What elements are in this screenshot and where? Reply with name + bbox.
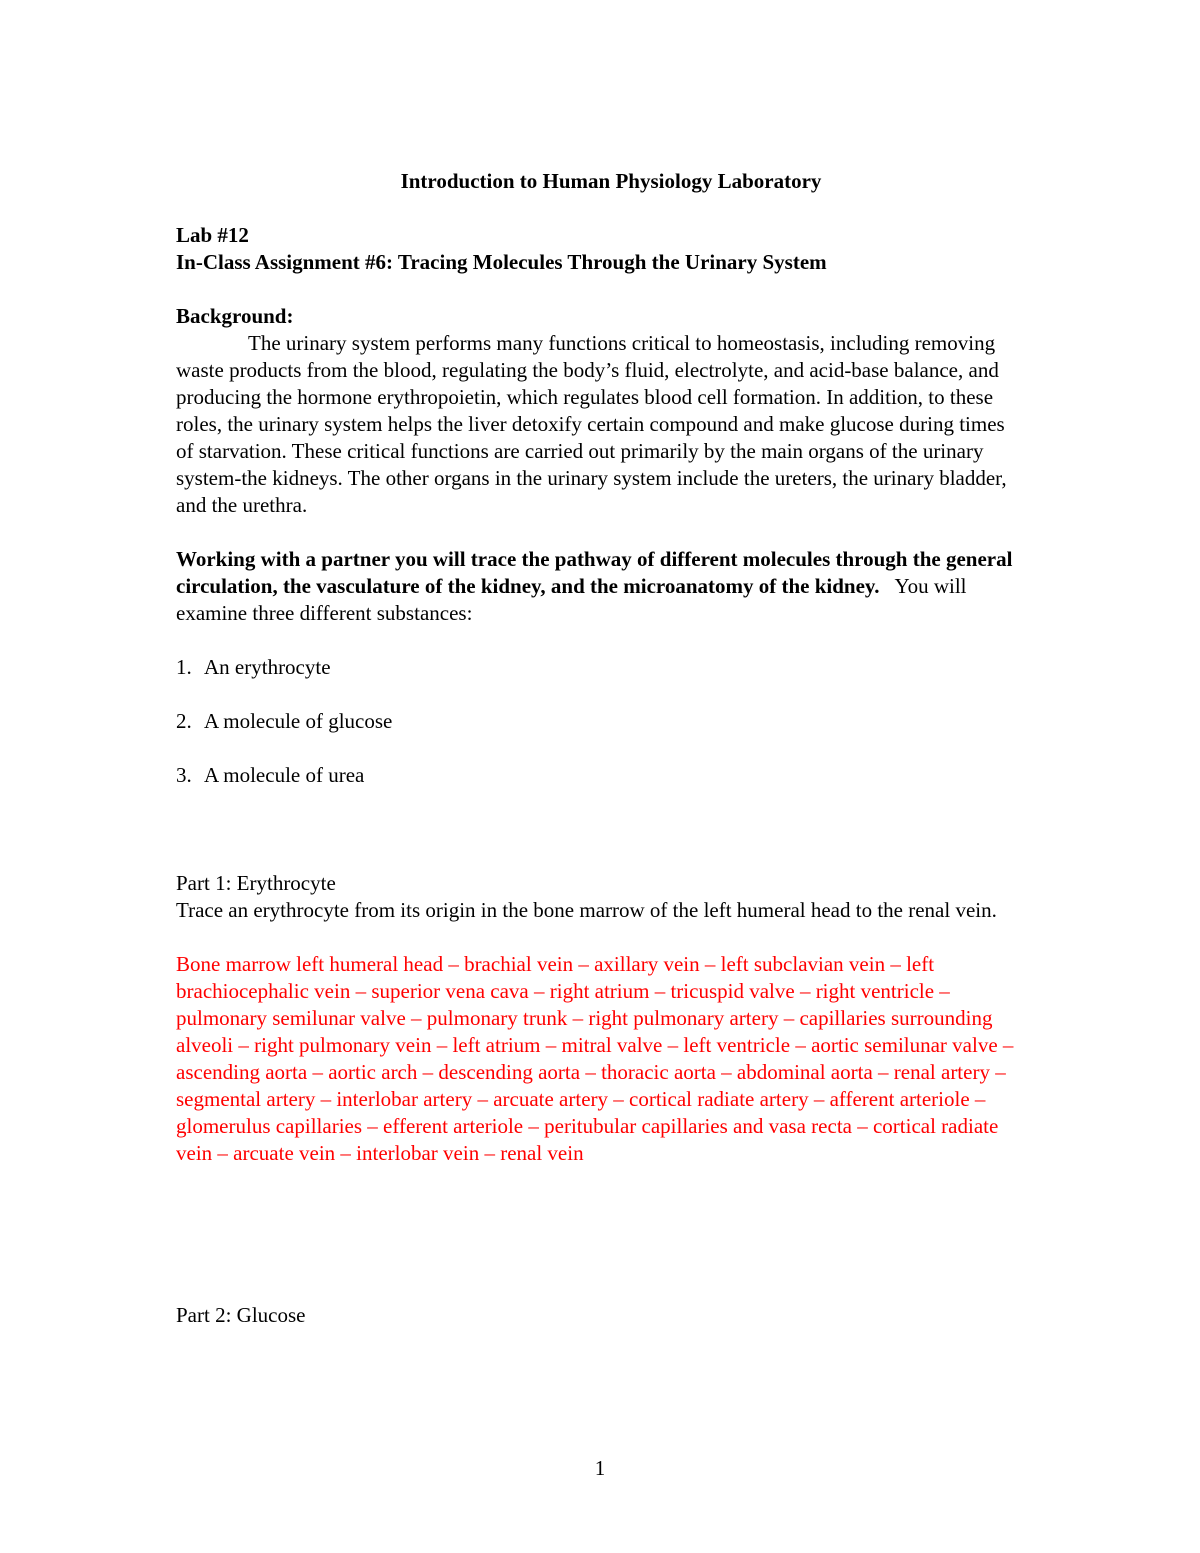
spacer (176, 1275, 1026, 1302)
spacer (176, 924, 1026, 951)
list-item (176, 762, 1026, 789)
document-body (176, 168, 1026, 1329)
list-item (176, 708, 1026, 735)
list-item-number: 3. (176, 763, 192, 787)
list-item-text: A molecule of glucose (204, 709, 393, 733)
list-item-text: An erythrocyte (204, 655, 331, 679)
lab-number: Lab #12 (176, 223, 249, 247)
part1-heading: Part 1: Erythrocyte (176, 871, 336, 895)
spacer (176, 789, 1026, 816)
part1-prompt: Trace an erythrocyte from its origin in the bone marrow of the left humeral head to the renal vein. (176, 898, 997, 922)
spacer (176, 1167, 1026, 1194)
document-title: Introduction to Human Physiology Laboratory (400, 169, 822, 193)
spacer (176, 1194, 1026, 1221)
spacer (176, 1248, 1026, 1275)
spacer (176, 1221, 1026, 1248)
instructions-bold: Working with a partner you will trace the pathway of different molecules through the general circulation, the vasculature of the kidney, and the microanatomy of the kidney. (176, 547, 1013, 598)
list-item-number: 2. (176, 709, 192, 733)
part1-answer: Bone marrow left humeral head – brachial vein – axillary vein – left subclavian vein – left brachiocephalic vein – superior vena cava – right atrium – tricuspid valve – right ventricle – pulmonary semilunar valve – pulmonary trunk – right pulmonary artery – capillaries surrounding alveoli – right pulmonary vein – left atrium – mitral valve – left ventricle – aortic semilunar valve – ascending aorta – aortic arch – descending aorta – thoracic aorta – abdominal aorta – renal artery – segmental artery – interlobar artery – arcuate artery – cortical radiate artery – afferent arteriole – glomerulus capillaries – efferent arteriole – peritubular capillaries and vasa recta – cortical radiate vein – arcuate vein – interlobar vein – renal vein (176, 952, 1014, 1165)
list-item-text: A molecule of urea (204, 763, 365, 787)
list-item (176, 654, 1026, 681)
spacer (176, 627, 1026, 654)
background-heading: Background: (176, 304, 294, 328)
spacer (176, 681, 1026, 708)
instructions-paragraph (176, 546, 1026, 627)
spacer (176, 735, 1026, 762)
instructions-plain: You will examine three different substances: (176, 574, 967, 625)
spacer (176, 816, 1026, 843)
spacer (176, 843, 1026, 870)
assignment-title: In-Class Assignment #6: Tracing Molecules Through the Urinary System (176, 250, 827, 274)
list-item-number: 1. (176, 655, 192, 679)
spacer (176, 519, 1026, 546)
spacer (176, 276, 1026, 303)
page-number: 1 (594, 1456, 606, 1480)
background-paragraph: The urinary system performs many functions critical to homeostasis, including removing waste products from the blood, regulating the body’s fluid, electrolyte, and acid-base balance, and producing the hormone erythropoietin, which regulates blood cell formation. In addition, to these roles, the urinary system helps the liver detoxify certain compound and make glucose during times of starvation. These critical functions are carried out primarily by the main organs of the urinary system-the kidneys. The other organs in the urinary system include the ureters, the urinary bladder, and the urethra. (176, 331, 1007, 517)
part2-heading: Part 2: Glucose (176, 1303, 306, 1327)
